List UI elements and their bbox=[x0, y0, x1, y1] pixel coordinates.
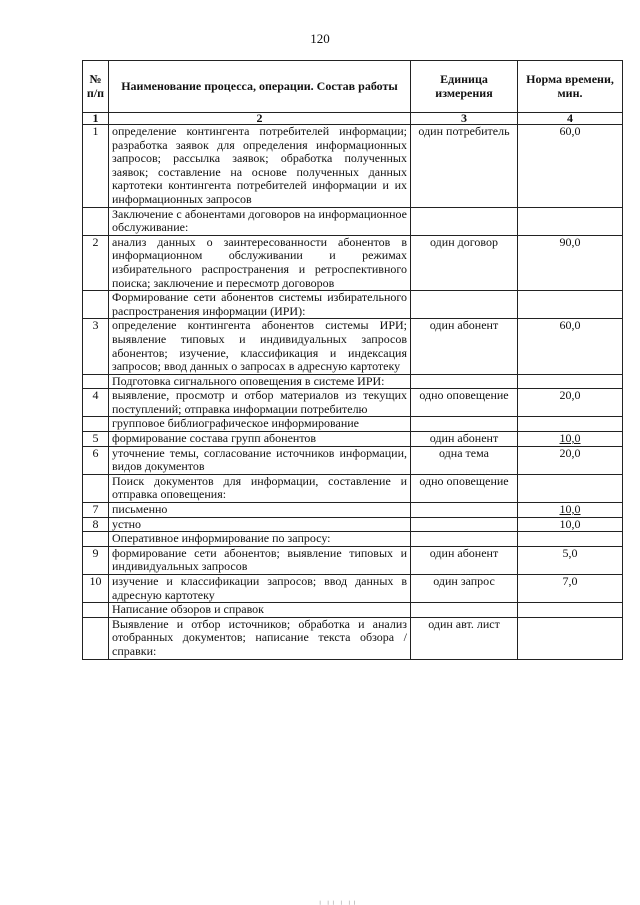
row-operation: изучение и классификации запросов; ввод данных в адресную картотеку bbox=[109, 575, 411, 603]
row-unit: один потребитель bbox=[411, 125, 518, 208]
table-row bbox=[83, 503, 623, 518]
column-number-2: 2 bbox=[109, 113, 411, 125]
row-norm: 10,0 bbox=[518, 517, 623, 532]
row-operation: Формирование сети абонентов системы избирательного распространения информации (ИРИ): bbox=[109, 291, 411, 319]
row-norm bbox=[518, 417, 623, 432]
row-norm: 10,0 bbox=[518, 432, 623, 447]
row-operation: уточнение темы, согласование источников информации, видов документов bbox=[109, 446, 411, 474]
row-number bbox=[83, 474, 109, 502]
row-unit: одна тема bbox=[411, 446, 518, 474]
header-unit: Единица измерения bbox=[411, 61, 518, 113]
table-row bbox=[83, 207, 623, 235]
row-unit: один абонент bbox=[411, 546, 518, 574]
row-number bbox=[83, 207, 109, 235]
row-number: 1 bbox=[83, 125, 109, 208]
row-unit bbox=[411, 503, 518, 518]
table-header-row bbox=[83, 61, 623, 113]
row-number: 10 bbox=[83, 575, 109, 603]
row-unit: один абонент bbox=[411, 319, 518, 374]
row-unit bbox=[411, 417, 518, 432]
row-number: 4 bbox=[83, 389, 109, 417]
row-number bbox=[83, 374, 109, 389]
row-unit: один абонент bbox=[411, 432, 518, 447]
row-unit bbox=[411, 517, 518, 532]
row-number: 9 bbox=[83, 546, 109, 574]
column-number-1: 1 bbox=[83, 113, 109, 125]
row-number: 2 bbox=[83, 235, 109, 290]
row-norm bbox=[518, 474, 623, 502]
table-row bbox=[83, 532, 623, 547]
row-number: 3 bbox=[83, 319, 109, 374]
table-row bbox=[83, 374, 623, 389]
row-norm: 90,0 bbox=[518, 235, 623, 290]
column-numbers-row bbox=[83, 113, 623, 125]
row-operation: устно bbox=[109, 517, 411, 532]
row-norm: 60,0 bbox=[518, 319, 623, 374]
table-row bbox=[83, 432, 623, 447]
header-number: № п/п bbox=[83, 61, 109, 113]
row-operation: Подготовка сигнального оповещения в системе ИРИ: bbox=[109, 374, 411, 389]
row-unit: один авт. лист bbox=[411, 617, 518, 659]
row-operation: определение контингента абонентов системы ИРИ; выявление типовых и индивидуальных запросов абонентов; изучение, классификация и индексация запросов; ввод данных о запросах в адресную картотеку bbox=[109, 319, 411, 374]
row-norm: 60,0 bbox=[518, 125, 623, 208]
row-unit bbox=[411, 374, 518, 389]
row-number bbox=[83, 617, 109, 659]
row-norm: 7,0 bbox=[518, 575, 623, 603]
table-row bbox=[83, 603, 623, 618]
time-norms-table bbox=[82, 60, 623, 660]
row-number bbox=[83, 417, 109, 432]
row-operation: письменно bbox=[109, 503, 411, 518]
row-unit: одно оповещение bbox=[411, 389, 518, 417]
row-norm bbox=[518, 291, 623, 319]
row-operation: формирование состава групп абонентов bbox=[109, 432, 411, 447]
table-row bbox=[83, 389, 623, 417]
table-row bbox=[83, 125, 623, 208]
row-operation: формирование сети абонентов; выявление типовых и индивидуальных запросов bbox=[109, 546, 411, 574]
row-operation: Оперативное информирование по запросу: bbox=[109, 532, 411, 547]
row-operation: групповое библиографическое информирование bbox=[109, 417, 411, 432]
row-unit: одно оповещение bbox=[411, 474, 518, 502]
cut-off-footer-marks: ╷ ╷╷ ╷ ╷╷ bbox=[318, 897, 358, 905]
row-number: 7 bbox=[83, 503, 109, 518]
row-operation: Выявление и отбор источников; обработка и анализ отобранных документов; написание текста обзора / справки: bbox=[109, 617, 411, 659]
table-row bbox=[83, 417, 623, 432]
row-number bbox=[83, 291, 109, 319]
row-norm bbox=[518, 603, 623, 618]
row-norm: 20,0 bbox=[518, 446, 623, 474]
row-number: 8 bbox=[83, 517, 109, 532]
row-norm bbox=[518, 532, 623, 547]
row-norm: 20,0 bbox=[518, 389, 623, 417]
row-number bbox=[83, 603, 109, 618]
header-time-norm: Норма времени, мин. bbox=[518, 61, 623, 113]
row-operation: определение контингента потребителей информации; разработка заявок для определения информационных запросов; рассылка заявок; обработка полученных заявок; составление на основе полученных данных картотеки контингента потребителей информации и их информационных запросов bbox=[109, 125, 411, 208]
row-operation: Поиск документов для информации, составление и отправка оповещения: bbox=[109, 474, 411, 502]
row-number: 5 bbox=[83, 432, 109, 447]
table-row bbox=[83, 319, 623, 374]
row-unit bbox=[411, 291, 518, 319]
row-operation: Заключение с абонентами договоров на информационное обслуживание: bbox=[109, 207, 411, 235]
row-unit bbox=[411, 532, 518, 547]
table-row bbox=[83, 446, 623, 474]
row-operation: Написание обзоров и справок bbox=[109, 603, 411, 618]
table-row bbox=[83, 291, 623, 319]
column-number-3: 3 bbox=[411, 113, 518, 125]
row-number bbox=[83, 532, 109, 547]
table-row bbox=[83, 235, 623, 290]
table-row bbox=[83, 575, 623, 603]
row-norm: 5,0 bbox=[518, 546, 623, 574]
row-norm bbox=[518, 617, 623, 659]
column-number-4: 4 bbox=[518, 113, 623, 125]
row-norm bbox=[518, 207, 623, 235]
header-process-name: Наименование процесса, операции. Состав работы bbox=[109, 61, 411, 113]
row-operation: анализ данных о заинтересованности абонентов в информационном обслуживании и режимах избирательного распространения и ретроспективного поиска; заключение и пересмотр договоров bbox=[109, 235, 411, 290]
page-number: 120 bbox=[310, 31, 330, 46]
table-row bbox=[83, 474, 623, 502]
row-norm: 10,0 bbox=[518, 503, 623, 518]
row-unit bbox=[411, 603, 518, 618]
row-operation: выявление, просмотр и отбор материалов из текущих поступлений; отправка информации потребителю bbox=[109, 389, 411, 417]
row-unit: один запрос bbox=[411, 575, 518, 603]
table-row bbox=[83, 546, 623, 574]
table-row bbox=[83, 517, 623, 532]
row-norm bbox=[518, 374, 623, 389]
table-row bbox=[83, 617, 623, 659]
row-unit bbox=[411, 207, 518, 235]
row-unit: один договор bbox=[411, 235, 518, 290]
row-number: 6 bbox=[83, 446, 109, 474]
